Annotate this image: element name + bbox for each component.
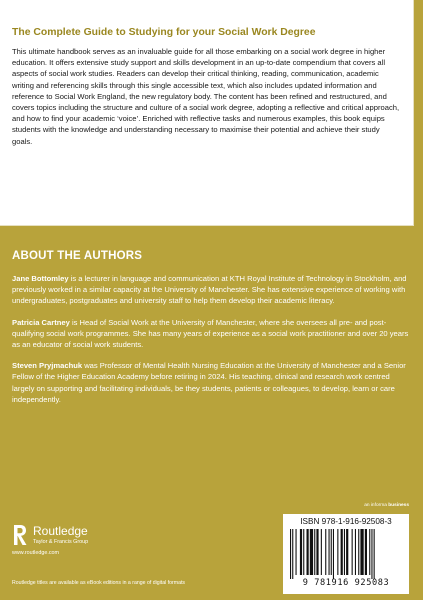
barcode-bar <box>307 529 309 575</box>
barcode-bar <box>360 529 363 575</box>
barcode-bar <box>292 529 293 579</box>
author-bio-text: is Head of Social Work at the University of Manchester, where she oversees all pre- and post-qualifying social work programmes. She has many years of experience as a social work practitioner and over 20 years as an educator of social work students. <box>12 317 409 350</box>
ebook-note: Routledge titles are available as eBook editions in a range of digital formats <box>12 580 186 586</box>
barcode-graphic <box>288 529 404 579</box>
author-name: Steven Pryjmachuk <box>12 361 83 371</box>
description-panel <box>0 0 414 226</box>
author-name: Jane Bottomley <box>12 274 69 283</box>
barcode-bar <box>365 529 367 575</box>
barcode-bar <box>355 529 356 575</box>
business-tag-word: business <box>388 503 409 508</box>
publisher-block <box>12 523 88 556</box>
barcode-bar <box>344 529 345 575</box>
author-bio-text: was Professor of Mental Health Nursing Education at the University of Manchester and a Senior Fellow of the Higher Education Academy before retiring in 2024. His teaching, clinical and research work centred largely on supporting and facilitating individuals, be they students, patients or colleagues, to develop, learn or care independently. <box>12 361 406 404</box>
business-tag-prefix: an informa <box>364 503 389 508</box>
barcode-bar <box>296 529 297 575</box>
barcode-bar <box>346 529 348 575</box>
isbn-text: ISBN 978-1-916-92508-3 <box>300 517 392 526</box>
barcode-bar <box>341 529 343 575</box>
barcode-bar <box>325 529 326 575</box>
authors-heading: ABOUT THE AUTHORS <box>12 250 143 262</box>
routledge-r-icon <box>12 523 28 547</box>
barcode-bar <box>331 529 332 575</box>
business-tag <box>364 503 409 508</box>
barcode-bar <box>310 529 313 575</box>
author-bio <box>12 273 410 307</box>
author-bio <box>12 317 410 351</box>
barcode-bar <box>316 529 318 575</box>
barcode-bar <box>314 529 315 575</box>
author-bio <box>12 360 410 405</box>
author-bio-text: is a lecturer in language and communication at KTH Royal Institute of Technology in Stockholm, and previously worked in a similar capacity at the University of Manchester. She has extensive experience of working with undergraduates, postgraduates and university staff to help them develop their academic literacy. <box>12 274 407 306</box>
barcode-bar <box>337 529 338 575</box>
description-title: The Complete Guide to Studying for your Social Work Degree <box>12 27 316 38</box>
barcode-bar <box>374 529 375 579</box>
barcode-bar <box>329 529 330 575</box>
barcode-bar <box>303 529 304 575</box>
about-authors-section <box>12 249 410 415</box>
barcode-box <box>283 514 409 594</box>
barcode-bar <box>371 529 372 579</box>
barcode-bar <box>290 529 291 579</box>
barcode-digits: 9 781916 925083 <box>302 578 390 588</box>
publisher-url: www.routledge.com <box>12 550 60 556</box>
author-name: Patricia Cartney <box>12 317 70 327</box>
barcode-bar <box>321 529 322 575</box>
barcode-bar <box>300 529 302 575</box>
publisher-name: Routledge <box>33 523 88 538</box>
barcode-bar <box>369 529 370 575</box>
publisher-group: Taylor & Francis Group <box>33 538 89 545</box>
barcode-bar <box>333 529 334 579</box>
description-body: This ultimate handbook serves as an invaluable guide for all those embarking on a social work degree in higher education. It offers extensive study support and skills development in an up-to-date compendium that covers all aspects of social work studies. Readers can develop their critical thinking, reading, communication, academic writing and referencing skills through this single accessible text, which also includes updated information and reference to Social Work England, the new regulatory body. The content has been refined and restructured, and covers topics including the structure and culture of a social work degree, adopting a reflective and critical approach, and how to find your academic ‘voice’. Enriched with reflective tasks and numerous examples, this book equips students with the knowledge and understanding necessary to maximise their potential and achieve their study goals. <box>12 47 400 146</box>
barcode-bar <box>352 529 353 575</box>
barcode-bar <box>358 529 359 575</box>
